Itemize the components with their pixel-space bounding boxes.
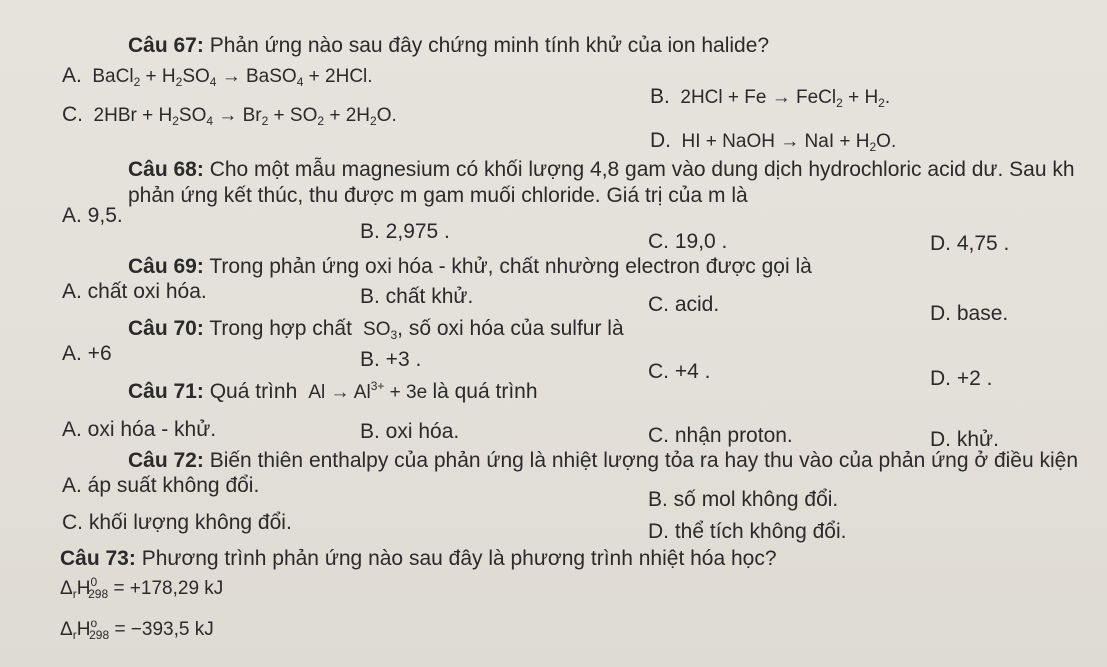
q69-option-b: B. chất khử. <box>360 285 474 308</box>
q69-option-a: A. chất oxi hóa. <box>62 280 207 303</box>
q68-option-a: A. 9,5. <box>62 204 123 227</box>
q71-option-b: B. oxi hóa. <box>360 420 460 443</box>
q70-text-post: , số oxi hóa của sulfur là <box>397 317 624 340</box>
q73-eq1-value: = +178,29 kJ <box>113 578 224 599</box>
q73-eq2-value: = −393,5 kJ <box>114 619 214 640</box>
q72-option-b: B. số mol không đổi. <box>648 488 839 511</box>
q67-option-b <box>650 84 890 110</box>
q70-number: Câu 70: <box>128 317 204 340</box>
q69-option-d: D. base. <box>930 302 1009 325</box>
q71-formula: $Al \to Al^{3+} + 3e$ <box>303 379 433 403</box>
q70-option-b: B. +3 . <box>360 348 422 371</box>
q67-b-label: B. <box>650 85 670 108</box>
q68-option-d: D. 4,75 . <box>930 232 1010 255</box>
q72-option-a: A. áp suất không đổi. <box>62 474 260 497</box>
q69-stem <box>128 255 812 279</box>
q67-option-d <box>650 128 896 154</box>
q70-stem <box>128 317 624 342</box>
q71-text-pre: Quá trình <box>209 380 298 403</box>
q67-text: Phản ứng nào sau đây chứng minh tính khử của ion halide? <box>209 34 770 57</box>
q69-number: Câu 69: <box>128 255 204 278</box>
q67-b-formula: 2HCl + Fe → FeCl$_2$ + $H_2$. <box>675 87 891 110</box>
q67-a-label: A. <box>62 64 82 87</box>
q73-stem <box>60 547 777 571</box>
q72-text: Biến thiên enthalpy của phản ứng là nhiệt lượng tỏa ra hay thu vào của phản ứng ở điều kiện <box>209 449 1079 472</box>
q71-option-c: C. nhận proton. <box>648 424 793 447</box>
q69-option-c: C. acid. <box>648 293 720 316</box>
q67-a-formula: BaCl$_2$ + $H_2SO_4$ → BaSO$_4$ + 2HCl. <box>87 66 373 89</box>
q68-number: Câu 68: <box>128 158 204 181</box>
q72-option-c: C. khối lượng không đổi. <box>62 511 292 534</box>
q70-option-a: A. +6 <box>62 342 112 365</box>
q69-text: Trong phản ứng oxi hóa - khử, chất nhường electron được gọi là <box>209 255 812 278</box>
q73-equation-1 <box>60 577 223 601</box>
q71-option-a: A. oxi hóa - khử. <box>62 418 217 441</box>
q73-eq2-symbol: $\Delta_rH^o_{298}$ <box>60 616 110 642</box>
q71-option-d: D. khử. <box>930 428 999 451</box>
q71-stem <box>128 380 538 405</box>
q68-option-b: B. 2,975 . <box>360 220 450 243</box>
q68-stem-line2: phản ứng kết thúc, thu được m gam muối chloride. Giá trị của m là <box>128 184 748 207</box>
q73-eq1-symbol: $\Delta_rH^0_{298}$ <box>60 575 109 601</box>
q67-c-formula: $2HBr + H_2SO_4 \to Br_2 + SO_2 + 2H_2O$. <box>88 105 397 128</box>
q73-equation-2 <box>60 618 214 642</box>
q70-formula: $SO_3$ <box>357 319 398 342</box>
q67-option-a <box>62 63 373 89</box>
q73-text: Phương trình phản ứng nào sau đây là phương trình nhiệt hóa học? <box>141 547 777 570</box>
q67-c-label: C. <box>62 103 83 126</box>
q68-stem-line1 <box>128 158 1075 182</box>
q68-option-c: C. 19,0 . <box>648 230 728 253</box>
q72-option-d: D. thể tích không đổi. <box>648 520 847 543</box>
q72-stem <box>128 449 1078 473</box>
q70-text-pre: Trong hợp chất <box>209 317 352 340</box>
q67-d-formula: HI + NaOH → NaI + $H_2O$. <box>676 131 897 154</box>
q72-number: Câu 72: <box>128 449 204 472</box>
q70-option-d: D. +2 . <box>930 367 993 390</box>
q67-stem <box>128 34 769 58</box>
q67-number: Câu 67: <box>128 34 204 57</box>
q73-number: Câu 73: <box>60 547 136 570</box>
q71-number: Câu 71: <box>128 380 204 403</box>
q70-option-c: C. +4 . <box>648 360 711 383</box>
q67-d-label: D. <box>650 129 671 152</box>
q71-text-post: là quá trình <box>432 380 538 403</box>
q68-text1: Cho một mẫu magnesium có khối lượng 4,8 gam vào dung dịch hydrochloric acid dư. Sau kh <box>209 158 1075 181</box>
q67-option-c <box>62 102 397 128</box>
